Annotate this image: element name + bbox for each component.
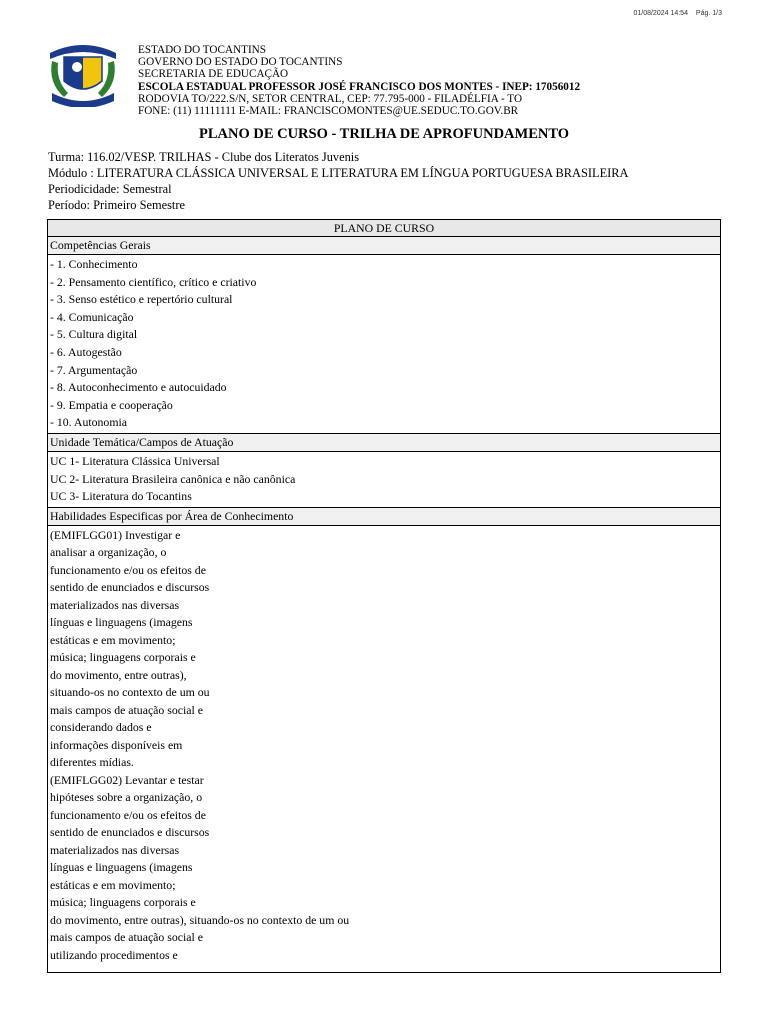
text-line: mais campos de atuação social e — [50, 702, 203, 717]
plan-header: PLANO DE CURSO — [48, 220, 720, 237]
institution-header — [138, 44, 580, 117]
text-line: línguas e linguagens (imagens — [50, 860, 193, 875]
header-state: ESTADO DO TOCANTINS — [138, 44, 266, 56]
unidade-list — [48, 452, 720, 508]
text-line: materializados nas diversas — [50, 842, 180, 857]
text-line: (EMIFLGG01) Investigar e — [50, 527, 181, 542]
meta-periodicidade: Periodicidade: Semestral — [48, 181, 172, 196]
header-address: RODOVIA TO/222.S/N, SETOR CENTRAL, CEP: 77.795-000 - FILADÉLFIA - TO — [138, 92, 523, 105]
text-line: mais campos de atuação social e — [50, 930, 203, 945]
print-stamp — [627, 10, 722, 17]
text-line: línguas e linguagens (imagens — [50, 615, 193, 630]
text-line: considerando dados e — [50, 720, 152, 735]
meta-modulo: Módulo : LITERATURA CLÁSSICA UNIVERSAL E LITERATURA EM LÍNGUA PORTUGUESA BRASILEIRA — [48, 165, 629, 180]
text-line: funcionamento e/ou os efeitos de — [50, 807, 206, 822]
header-contact: FONE: (11) 11111111 E-MAIL: FRANCISCOMONTES@UE.SEDUC.TO.GOV.BR — [138, 105, 519, 118]
list-item: - 2. Pensamento científico, crítico e criativo — [50, 274, 257, 289]
list-item: - 8. Autoconhecimento e autocuidado — [50, 380, 227, 395]
meta-periodo: Período: Primeiro Semestre — [48, 197, 185, 212]
unidade-heading: Unidade Temática/Campos de Atuação — [48, 434, 720, 452]
header-school: ESCOLA ESTADUAL PROFESSOR JOSÉ FRANCISCO DOS MONTES - INEP: 17056012 — [138, 80, 581, 93]
text-line: música; linguagens corporais e — [50, 895, 196, 910]
list-item: - 5. Cultura digital — [50, 327, 138, 342]
course-plan-table — [47, 219, 721, 973]
state-crest-icon — [44, 43, 122, 107]
list-item: - 1. Conhecimento — [50, 257, 138, 271]
document-title: PLANO DE CURSO - TRILHA DE APROFUNDAMENTO — [198, 126, 570, 142]
text-line: do movimento, entre outras), situando-os no contexto de um ou — [50, 912, 350, 927]
list-item: - 7. Argumentação — [50, 362, 138, 377]
text-line: (EMIFLGG02) Levantar e testar — [50, 772, 204, 787]
list-item: UC 3- Literatura do Tocantins — [50, 489, 192, 504]
text-line: do movimento, entre outras), — [50, 667, 187, 682]
text-line: funcionamento e/ou os efeitos de — [50, 562, 206, 577]
text-line: analisar a organização, o — [50, 545, 167, 560]
list-item: - 6. Autogestão — [50, 344, 122, 359]
text-line: música; linguagens corporais e — [50, 650, 196, 665]
list-item: - 10. Autonomia — [50, 415, 128, 430]
text-line: hipóteses sobre a organização, o — [50, 790, 203, 805]
text-line: materializados nas diversas — [50, 597, 180, 612]
print-datetime: 01/08/2024 14:54 — [633, 10, 688, 17]
text-line: sentido de enunciados e discursos — [50, 580, 210, 595]
text-line: sentido de enunciados e discursos — [50, 825, 210, 840]
course-meta — [48, 150, 629, 214]
competencias-list — [48, 255, 720, 434]
competencias-heading: Competências Gerais — [48, 237, 720, 255]
text-line: estáticas e em movimento; — [50, 632, 176, 647]
text-line: estáticas e em movimento; — [50, 877, 176, 892]
text-line: utilizando procedimentos e — [50, 947, 178, 962]
page-number: Pág. 1/3 — [695, 10, 722, 17]
list-item: UC 2- Literatura Brasileira canônica e não canônica — [50, 471, 296, 486]
list-item: - 3. Senso estético e repertório cultural — [50, 292, 233, 307]
meta-turma: Turma: 116.02/VESP. TRILHAS - Clube dos Literatos Juvenis — [48, 150, 360, 164]
text-line: diferentes mídias. — [50, 755, 134, 770]
list-item: UC 1- Literatura Clássica Universal — [50, 453, 220, 468]
text-line: informações disponíveis em — [50, 737, 183, 752]
list-item: - 4. Comunicação — [50, 309, 134, 324]
text-line: situando-os no contexto de um ou — [50, 685, 210, 700]
list-item: - 9. Empatia e cooperação — [50, 397, 173, 412]
habilidades-text — [48, 526, 720, 966]
header-secretariat: SECRETARIA DE EDUCAÇÃO — [138, 68, 289, 81]
header-government: GOVERNO DO ESTADO DO TOCANTINS — [138, 56, 343, 69]
habilidades-heading: Habilidades Especificas por Área de Conhecimento — [48, 508, 720, 526]
